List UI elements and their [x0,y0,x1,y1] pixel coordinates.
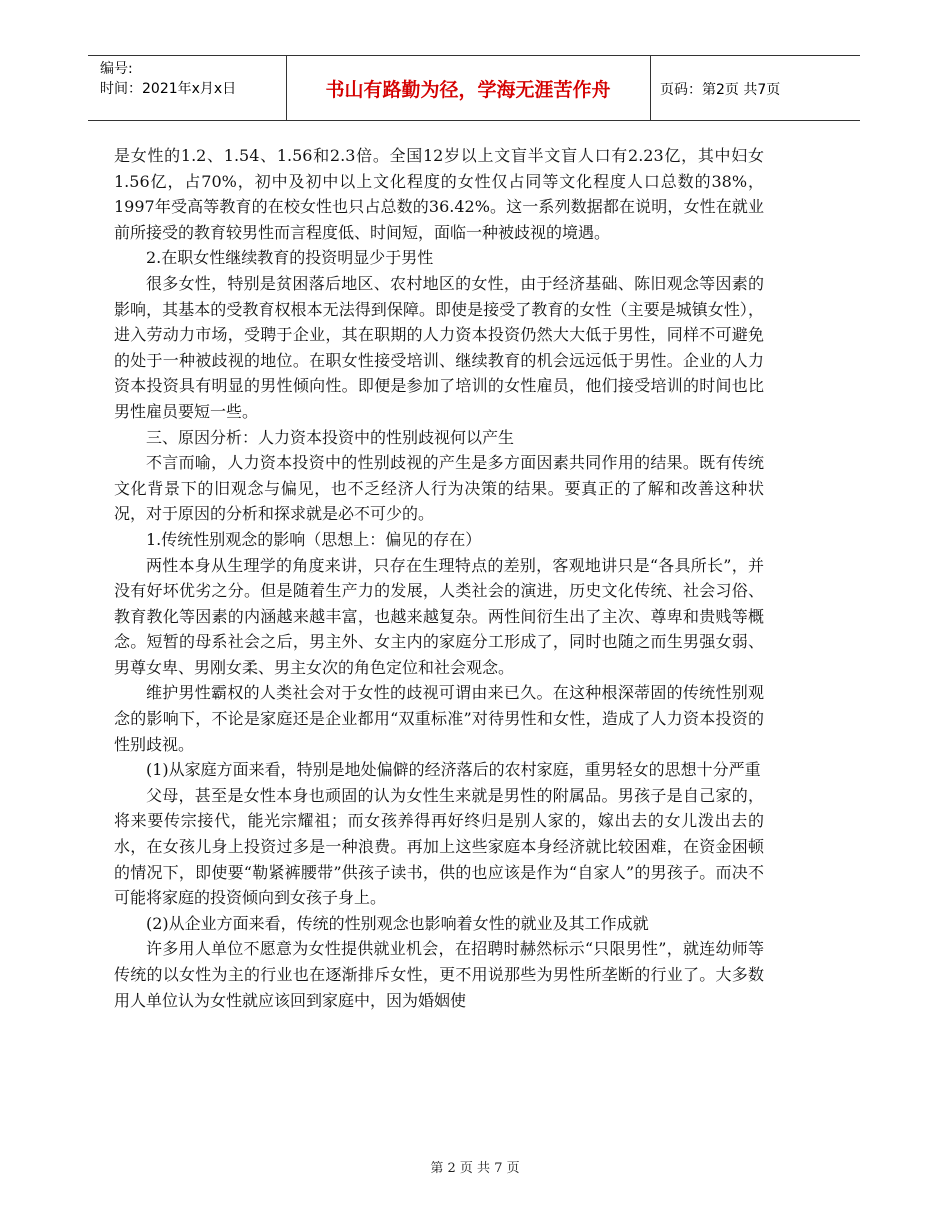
header-bottom-rule [88,120,860,121]
subheading-family: (1)从家庭方面来看，特别是地处偏僻的经济落后的农村家庭，重男轻女的思想十分严重 [146,760,761,780]
header-number-label: 编号: [100,61,133,77]
section-heading-3-1: 1.传统性别观念的影响（思想上：偏见的存在） [146,529,482,549]
paragraph-4: 两性本身从生理学的角度来讲，只存在生理特点的差别，客观地讲只是“各具所长”，并没有好坏优劣之分。但是随着生产力的发展，人类社会的演进，历史文化传统、社会习俗、教育教化等因素的内涵越来越丰富，也越来越复杂。两性间衍生出了主次、尊卑和贵贱等概念。短暂的母系社会之后，男主外、女主内的家庭分工形成了，同时也随之而生男强女弱、男尊女卑、男刚女柔、男主女次的角色定位和社会观念。 [114,555,764,677]
paragraph-2: 很多女性，特别是贫困落后地区、农村地区的女性，由于经济基础、陈旧观念等因素的影响，其基本的受教育权根本无法得到保障。即使是接受了教育的女性（主要是城镇女性），进入劳动力市场，受聘于企业，其在职期的人力资本投资仍然大大低于男性，同样不可避免的处于一种被歧视的地位。在职女性接受培训、继续教育的机会远远低于男性。企业的人力资本投资具有明显的男性倾向性。即便是参加了培训的女性雇员，他们接受培训的时间也比男性雇员要短一些。 [114,273,764,421]
paragraph-1: 是女性的1.2、1.54、1.56和2.3倍。全国12岁以上文盲半文盲人口有2.23亿，其中妇女1.56亿，占70%，初中及初中以上文化程度的女性仅占同等文化程度人口总数的38%，1997年受高等教育的在校女性也只占总数的36.42%。这一系列数据都在说明，女性在就业前所接受的教育较男性而言程度低、时间短，面临一种被歧视的境遇。 [114,146,764,242]
header-divider-right [650,55,651,121]
header-top-rule [88,55,860,56]
paragraph-6: 父母，甚至是女性本身也顽固的认为女性生来就是男性的附属品。男孩子是自己家的，将来要传宗接代，能光宗耀祖；而女孩养得再好终归是别人家的，嫁出去的女儿泼出去的水，在女孩儿身上投资过多是一种浪费。再加上这些家庭本身经济就比较困难，在资金困顿的情况下，即使要“勒紧裤腰带”供孩子读书，供的也应该是作为“自家人”的男孩子。而决不可能将家庭的投资倾向到女孩子身上。 [114,785,764,908]
header-page-label: 页码：第2页 共7页 [660,82,781,98]
paragraph-3: 不言而喻，人力资本投资中的性别歧视的产生是多方面因素共同作用的结果。既有传统文化背景下的旧观念与偏见，也不乏经济人行为决策的结果。要真正的了解和改善这种状况，对于原因的分析和探求就是必不可少的。 [114,453,764,524]
paragraph-5: 维护男性霸权的人类社会对于女性的歧视可谓由来已久。在这种根深蒂固的传统性别观念的影响下，不论是家庭还是企业都用“双重标准”对待男性和女性，造成了人力资本投资的性别歧视。 [114,683,764,754]
document-body [114,143,764,1013]
page-header [88,55,860,121]
section-heading-3: 三、原因分析：人力资本投资中的性别歧视何以产生 [146,427,515,447]
paragraph-7: 许多用人单位不愿意为女性提供就业机会，在招聘时赫然标示“只限男性”，就连幼师等传统的以女性为主的行业也在逐渐排斥女性，更不用说那些为男性所垄断的行业了。大多数用人单位认为女性就应该回到家庭中，因为婚姻使 [114,939,764,1010]
header-meta [100,59,236,99]
page-footer: 第 2 页 共 7 页 [430,1161,520,1176]
section-heading-2: 2.在职女性继续教育的投资明显少于男性 [146,248,434,268]
subheading-enterprise: (2)从企业方面来看，传统的性别观念也影响着女性的就业及其工作成就 [146,913,649,933]
header-time-label: 时间：2021年x月x日 [100,81,237,97]
header-motto: 书山有路勤为径，学海无涯苦作舟 [325,79,611,101]
